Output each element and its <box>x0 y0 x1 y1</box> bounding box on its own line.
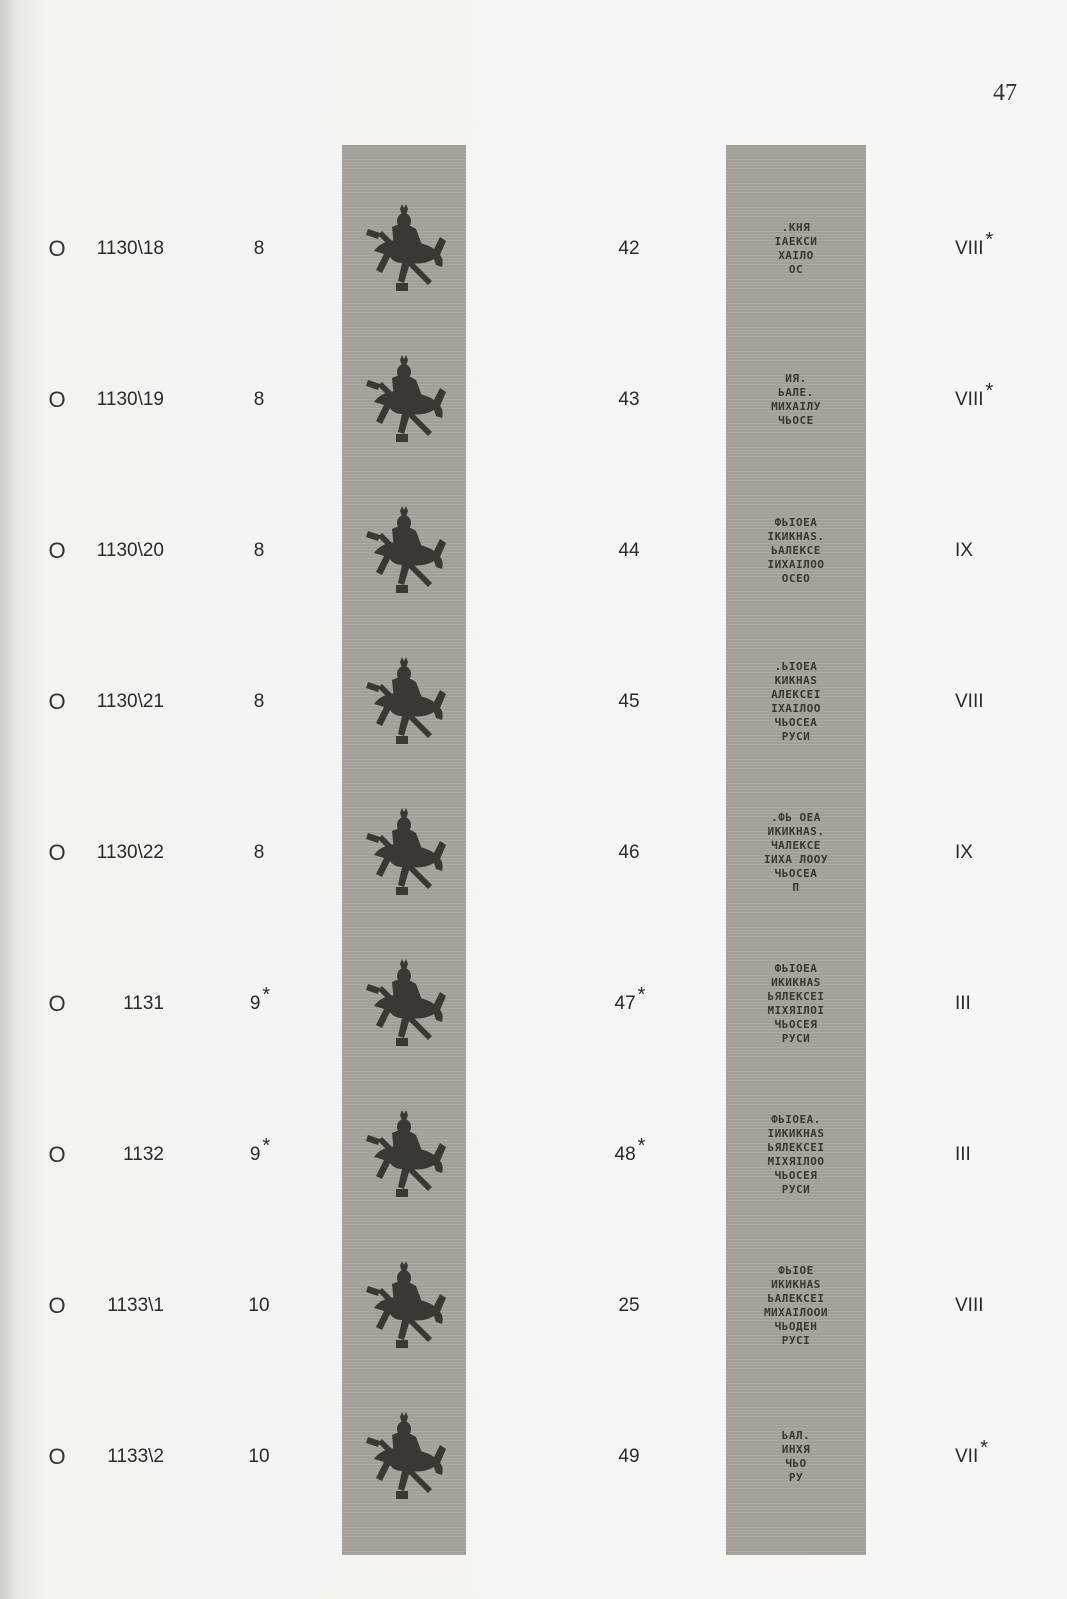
seal-number <box>600 1382 660 1532</box>
legend-line: ЧЬОСЕ <box>778 414 814 427</box>
number-star: * <box>637 1134 646 1157</box>
type-number <box>230 325 290 475</box>
reverse-seal-legend <box>726 476 866 626</box>
legend-line: ОСЕО <box>781 572 811 585</box>
seal-number <box>600 929 660 1079</box>
grade-star: * <box>980 1436 989 1459</box>
legend-text <box>768 516 825 586</box>
grade-value: VII <box>955 1446 979 1467</box>
grade-cell <box>955 174 1015 324</box>
grade-cell <box>955 778 1015 928</box>
legend-line: КИКНАS <box>774 674 818 687</box>
catalog-number: 1130\21 <box>96 691 164 712</box>
obverse-seal-image <box>342 1231 466 1381</box>
type-value: 9 <box>249 993 261 1014</box>
grade-value: III <box>955 993 971 1014</box>
table-row <box>0 1231 1067 1381</box>
horseman-seal-icon <box>354 803 454 903</box>
obverse-seal-image <box>342 778 466 928</box>
catalog-number: 1130\20 <box>96 540 164 561</box>
catalog-number: 1133\1 <box>107 1295 164 1316</box>
row-marker: O <box>48 236 66 261</box>
legend-line: РУ <box>788 1471 804 1484</box>
legend-line: IКИКНАS. <box>767 530 825 543</box>
number-value: 47 <box>614 993 636 1014</box>
horseman-seal-icon <box>354 199 454 299</box>
legend-line: ХАIЛО <box>778 249 814 262</box>
number-value: 42 <box>618 238 640 259</box>
type-star: * <box>262 1134 271 1157</box>
catalog-number: 1130\19 <box>96 389 164 410</box>
obverse-seal-image <box>342 929 466 1079</box>
horseman-seal-icon <box>354 954 454 1054</box>
legend-line: .ЬIОЕА <box>774 660 818 673</box>
table-row <box>0 325 1067 475</box>
type-number <box>230 1382 290 1532</box>
type-value: 8 <box>253 540 265 561</box>
legend-line: МIХЯIЛОI <box>767 1004 825 1017</box>
legend-line: ИНХЯ <box>781 1443 811 1456</box>
seal-number <box>600 1231 660 1381</box>
legend-line: ЧЬОСЕЯ <box>774 1169 818 1182</box>
catalog-number: 1130\22 <box>96 842 164 863</box>
type-value: 8 <box>253 389 265 410</box>
legend-line: ЧАЛЕКСЕ <box>771 839 821 852</box>
type-value: 9 <box>249 1144 261 1165</box>
number-value: 48 <box>614 1144 636 1165</box>
legend-line: IАЕКСИ <box>774 235 818 248</box>
legend-text <box>768 1113 825 1197</box>
legend-line: ЧЬОСЕЯ <box>774 1018 818 1031</box>
legend-line: ФЬIОЕА <box>774 962 818 975</box>
legend-line: ИКИКНАS. <box>767 825 825 838</box>
grade-value: VIII <box>955 1295 984 1316</box>
obverse-seal-image <box>342 325 466 475</box>
legend-text <box>764 1264 828 1348</box>
type-number <box>230 174 290 324</box>
legend-text <box>768 962 825 1046</box>
legend-line: IИХА ЛООУ <box>763 853 829 866</box>
legend-text <box>782 1429 811 1485</box>
horseman-seal-icon <box>354 1105 454 1205</box>
grade-cell <box>955 1231 1015 1381</box>
legend-line: ЧЬО <box>785 1457 807 1470</box>
catalog-number: 1130\18 <box>96 238 164 259</box>
table-row <box>0 778 1067 928</box>
legend-line: IИХАIЛОО <box>767 558 825 571</box>
grade-star: * <box>985 228 994 251</box>
type-value: 8 <box>253 691 265 712</box>
obverse-seal-image <box>342 1080 466 1230</box>
type-number <box>230 778 290 928</box>
catalog-number: 1133\2 <box>107 1446 164 1467</box>
legend-line: ЬЯЛЕКСЕI <box>767 1141 825 1154</box>
row-marker: O <box>48 1293 66 1318</box>
obverse-seal-image <box>342 174 466 324</box>
table-row <box>0 1080 1067 1230</box>
seal-number <box>600 174 660 324</box>
table-row <box>0 174 1067 324</box>
type-value: 10 <box>248 1295 270 1316</box>
legend-line: РУСI <box>781 1334 811 1347</box>
reverse-seal-legend <box>726 1382 866 1532</box>
type-number <box>230 627 290 777</box>
row-marker: O <box>48 840 66 865</box>
legend-line: .КНЯ <box>781 221 811 234</box>
legend-line: ЬАЛЕ. <box>778 386 814 399</box>
page-number: 47 <box>993 80 1017 106</box>
grade-value: VIII <box>955 389 984 410</box>
grade-value: IX <box>955 842 973 863</box>
reverse-seal-legend <box>726 1231 866 1381</box>
table-row <box>0 1382 1067 1532</box>
seal-number <box>600 778 660 928</box>
grade-value: IX <box>955 540 973 561</box>
legend-line: IИКИКНАS <box>767 1127 825 1140</box>
horseman-seal-icon <box>354 1256 454 1356</box>
legend-line: АЛЕКСЕI <box>771 688 821 701</box>
type-value: 10 <box>248 1446 270 1467</box>
type-number <box>230 1231 290 1381</box>
number-value: 44 <box>618 540 640 561</box>
grade-cell <box>955 325 1015 475</box>
legend-line: ИКИКНАS <box>771 1278 821 1291</box>
grade-value: VIII <box>955 691 984 712</box>
grade-cell <box>955 476 1015 626</box>
grade-cell <box>955 1080 1015 1230</box>
type-value: 8 <box>253 238 265 259</box>
reverse-seal-legend <box>726 627 866 777</box>
grade-cell <box>955 1382 1015 1532</box>
row-marker: O <box>48 387 66 412</box>
table-row <box>0 929 1067 1079</box>
horseman-seal-icon <box>354 501 454 601</box>
legend-line: МIХЯIЛОО <box>767 1155 825 1168</box>
obverse-seal-image <box>342 1382 466 1532</box>
table-row <box>0 476 1067 626</box>
catalog-number: 1131 <box>123 993 164 1014</box>
legend-line: ОС <box>788 263 804 276</box>
legend-line: .ФЬ ОЕА <box>771 811 821 824</box>
type-number <box>230 1080 290 1230</box>
row-marker: O <box>48 1444 66 1469</box>
legend-line: ЧЬОСЕА <box>774 867 818 880</box>
catalog-number: 1132 <box>123 1144 164 1165</box>
horseman-seal-icon <box>354 652 454 752</box>
horseman-seal-icon <box>354 350 454 450</box>
number-value: 43 <box>618 389 640 410</box>
type-star: * <box>262 983 271 1006</box>
type-value: 8 <box>253 842 265 863</box>
legend-line: ИЯ. <box>785 372 807 385</box>
type-number <box>230 929 290 1079</box>
row-marker: O <box>48 991 66 1016</box>
legend-line: ЬЯЛЕКСЕI <box>767 990 825 1003</box>
legend-line: П <box>792 881 800 894</box>
horseman-seal-icon <box>354 1407 454 1507</box>
legend-line: ЧЬОСЕА <box>774 716 818 729</box>
legend-line: IХАIЛОО <box>771 702 821 715</box>
reverse-seal-legend <box>726 778 866 928</box>
obverse-seal-image <box>342 627 466 777</box>
legend-line: ЬАЛЕКСЕI <box>767 1292 825 1305</box>
seal-number <box>600 1080 660 1230</box>
number-value: 25 <box>618 1295 640 1316</box>
legend-line: РУСИ <box>781 730 811 743</box>
legend-text <box>771 372 821 428</box>
legend-line: РУСИ <box>781 1032 811 1045</box>
obverse-seal-image <box>342 476 466 626</box>
grade-value: III <box>955 1144 971 1165</box>
seal-number <box>600 476 660 626</box>
grade-cell <box>955 929 1015 1079</box>
reverse-seal-legend <box>726 1080 866 1230</box>
seal-number <box>600 627 660 777</box>
legend-line: ФЬIОЕА. <box>771 1113 821 1126</box>
seal-number <box>600 325 660 475</box>
legend-text <box>771 660 821 744</box>
reverse-seal-legend <box>726 325 866 475</box>
table-row <box>0 627 1067 777</box>
number-value: 46 <box>618 842 640 863</box>
grade-cell <box>955 627 1015 777</box>
number-value: 49 <box>618 1446 640 1467</box>
legend-line: ФЬIОЕ <box>778 1264 814 1277</box>
reverse-seal-legend <box>726 174 866 324</box>
legend-line: ЬАЛЕКСЕ <box>771 544 821 557</box>
reverse-seal-legend <box>726 929 866 1079</box>
grade-value: VIII <box>955 238 984 259</box>
number-star: * <box>637 983 646 1006</box>
row-marker: O <box>48 689 66 714</box>
legend-line: ИКИКНАS <box>771 976 821 989</box>
legend-text <box>764 811 828 895</box>
legend-line: ФЬIОЕА <box>774 516 818 529</box>
legend-line: РУСИ <box>781 1183 811 1196</box>
row-marker: O <box>48 538 66 563</box>
grade-star: * <box>985 379 994 402</box>
type-number <box>230 476 290 626</box>
legend-line: ЧЬОДЕН <box>774 1320 818 1333</box>
number-value: 45 <box>618 691 640 712</box>
row-marker: O <box>48 1142 66 1167</box>
legend-line: ЬАЛ. <box>781 1429 811 1442</box>
legend-line: МИХАIЛУ <box>771 400 821 413</box>
legend-line: МИХАIЛООИ <box>763 1306 829 1319</box>
legend-text <box>775 221 818 277</box>
